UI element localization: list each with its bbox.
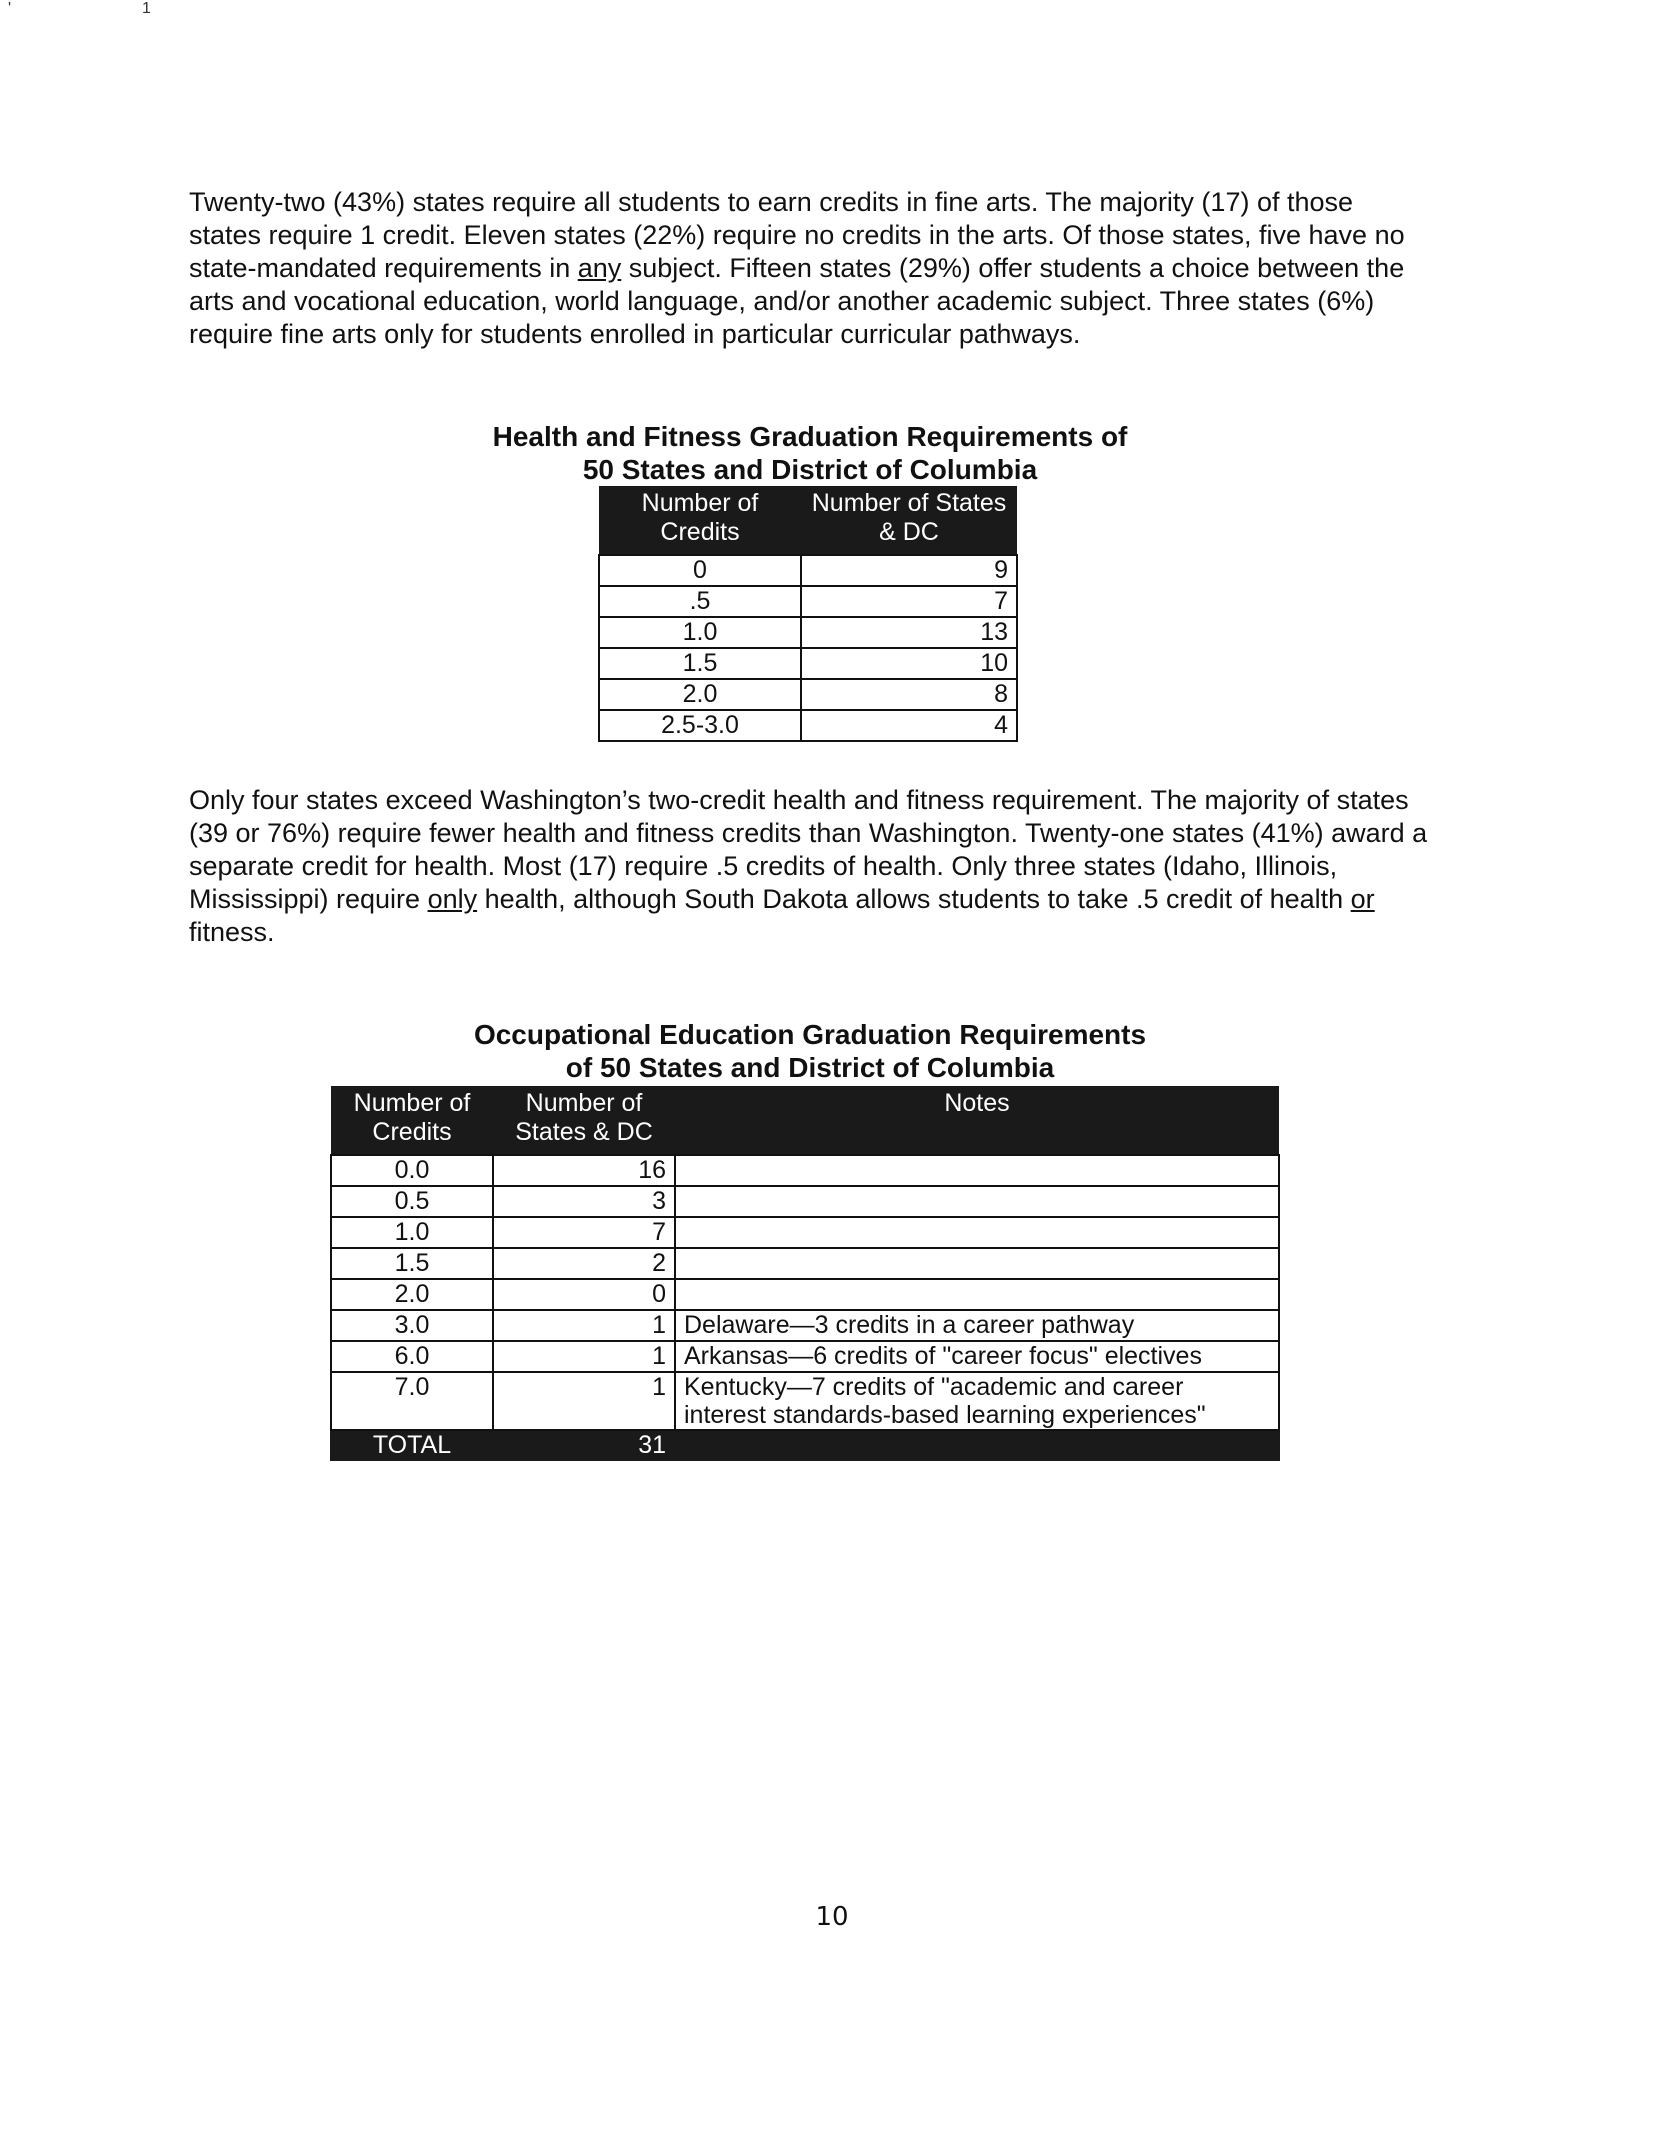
health-fitness-table xyxy=(598,486,1018,742)
table-cell: Arkansas—6 credits of "career focus" electives xyxy=(675,1341,1279,1372)
total-value: 31 xyxy=(493,1430,675,1460)
table-cell: 2.0 xyxy=(331,1279,493,1310)
table-cell: 2.0 xyxy=(599,679,801,710)
table-cell: 16 xyxy=(493,1155,675,1186)
table-row xyxy=(331,1341,1279,1372)
table-cell: 2.5-3.0 xyxy=(599,710,801,741)
table-cell xyxy=(675,1248,1279,1279)
table-cell: 1.0 xyxy=(331,1217,493,1248)
table-cell xyxy=(675,1186,1279,1217)
table-cell: 1 xyxy=(493,1372,675,1430)
health-table-title: Health and Fitness Graduation Requirements of 50 States and District of Columbia xyxy=(492,421,1128,485)
total-notes xyxy=(675,1430,1279,1460)
table-cell: 2 xyxy=(493,1248,675,1279)
table-cell: 10 xyxy=(801,648,1017,679)
table-cell xyxy=(675,1279,1279,1310)
table-row xyxy=(599,555,1017,586)
table-cell: 4 xyxy=(801,710,1017,741)
table-row xyxy=(331,1155,1279,1186)
table-row xyxy=(331,1279,1279,1310)
table-cell: 1.5 xyxy=(599,648,801,679)
table-cell: 7 xyxy=(493,1217,675,1248)
header-notes: Notes xyxy=(675,1086,1279,1155)
total-label: TOTAL xyxy=(331,1430,493,1460)
table-row xyxy=(331,1217,1279,1248)
table-cell: Delaware—3 credits in a career pathway xyxy=(675,1310,1279,1341)
occupational-table-title: Occupational Education Graduation Requirements of 50 States and District of Columbia xyxy=(473,1019,1147,1083)
table-row xyxy=(331,1372,1279,1430)
table-row xyxy=(331,1248,1279,1279)
table-row xyxy=(599,586,1017,617)
table-cell: 8 xyxy=(801,679,1017,710)
table-cell: .5 xyxy=(599,586,801,617)
table-cell: 1.0 xyxy=(599,617,801,648)
table-row xyxy=(331,1310,1279,1341)
header-number-of-states: Number of States & DC xyxy=(801,486,1017,555)
page-number: 10 xyxy=(815,1902,849,1932)
scan-mark-right: 1 xyxy=(142,0,151,17)
table-cell: 0 xyxy=(599,555,801,586)
header-number-of-credits: Number of Credits xyxy=(599,486,801,555)
scan-mark-left: ' xyxy=(8,0,12,17)
paragraph-health-fitness: Only four states exceed Washington’s two-credit health and fitness requirement. The majority of states (39 or 76%) require fewer health and fitness credits than Washington. Twenty-one states (41%) award a separate credit for health. Most (17) require .5 credits of health. Only three states (Idaho, Illinois, Mississippi) require only health, although South Dakota allows students to take .5 credit of health or fitness. xyxy=(189,785,1428,947)
table-cell xyxy=(675,1155,1279,1186)
table-cell: 1.5 xyxy=(331,1248,493,1279)
health-table-header-row xyxy=(599,486,1017,555)
table-cell: 3 xyxy=(493,1186,675,1217)
paragraph-fine-arts: Twenty-two (43%) states require all students to earn credits in fine arts. The majority (17) of those states require 1 credit. Eleven states (22%) require no credits in the arts. Of those states, five have no state-mandated requirements in any subject. Fifteen states (29%) offer students a choice between the arts and vocational education, world language, and/or another academic subject. Three states (6%) require fine arts only for students enrolled in particular curricular pathways. xyxy=(189,187,1405,349)
table-cell: 0.0 xyxy=(331,1155,493,1186)
table-cell: 0 xyxy=(493,1279,675,1310)
occupational-education-table xyxy=(330,1086,1280,1461)
total-row xyxy=(331,1430,1279,1460)
table-cell: 0.5 xyxy=(331,1186,493,1217)
table-cell: 6.0 xyxy=(331,1341,493,1372)
header-number-of-credits: Number of Credits xyxy=(331,1086,493,1155)
table-row xyxy=(599,710,1017,741)
table-cell: 1 xyxy=(493,1341,675,1372)
table-cell: 7 xyxy=(801,586,1017,617)
header-number-of-states: Number of States & DC xyxy=(493,1086,675,1155)
table-cell: 3.0 xyxy=(331,1310,493,1341)
table-cell: Kentucky—7 credits of "academic and career interest standards-based learning experiences" xyxy=(675,1372,1279,1430)
table-cell: 13 xyxy=(801,617,1017,648)
table-cell: 7.0 xyxy=(331,1372,493,1430)
table-row xyxy=(599,648,1017,679)
table-row xyxy=(599,679,1017,710)
table-cell: 1 xyxy=(493,1310,675,1341)
table-row xyxy=(331,1186,1279,1217)
occupational-table-header-row xyxy=(331,1086,1279,1155)
table-row xyxy=(599,617,1017,648)
table-cell: 9 xyxy=(801,555,1017,586)
table-cell xyxy=(675,1217,1279,1248)
